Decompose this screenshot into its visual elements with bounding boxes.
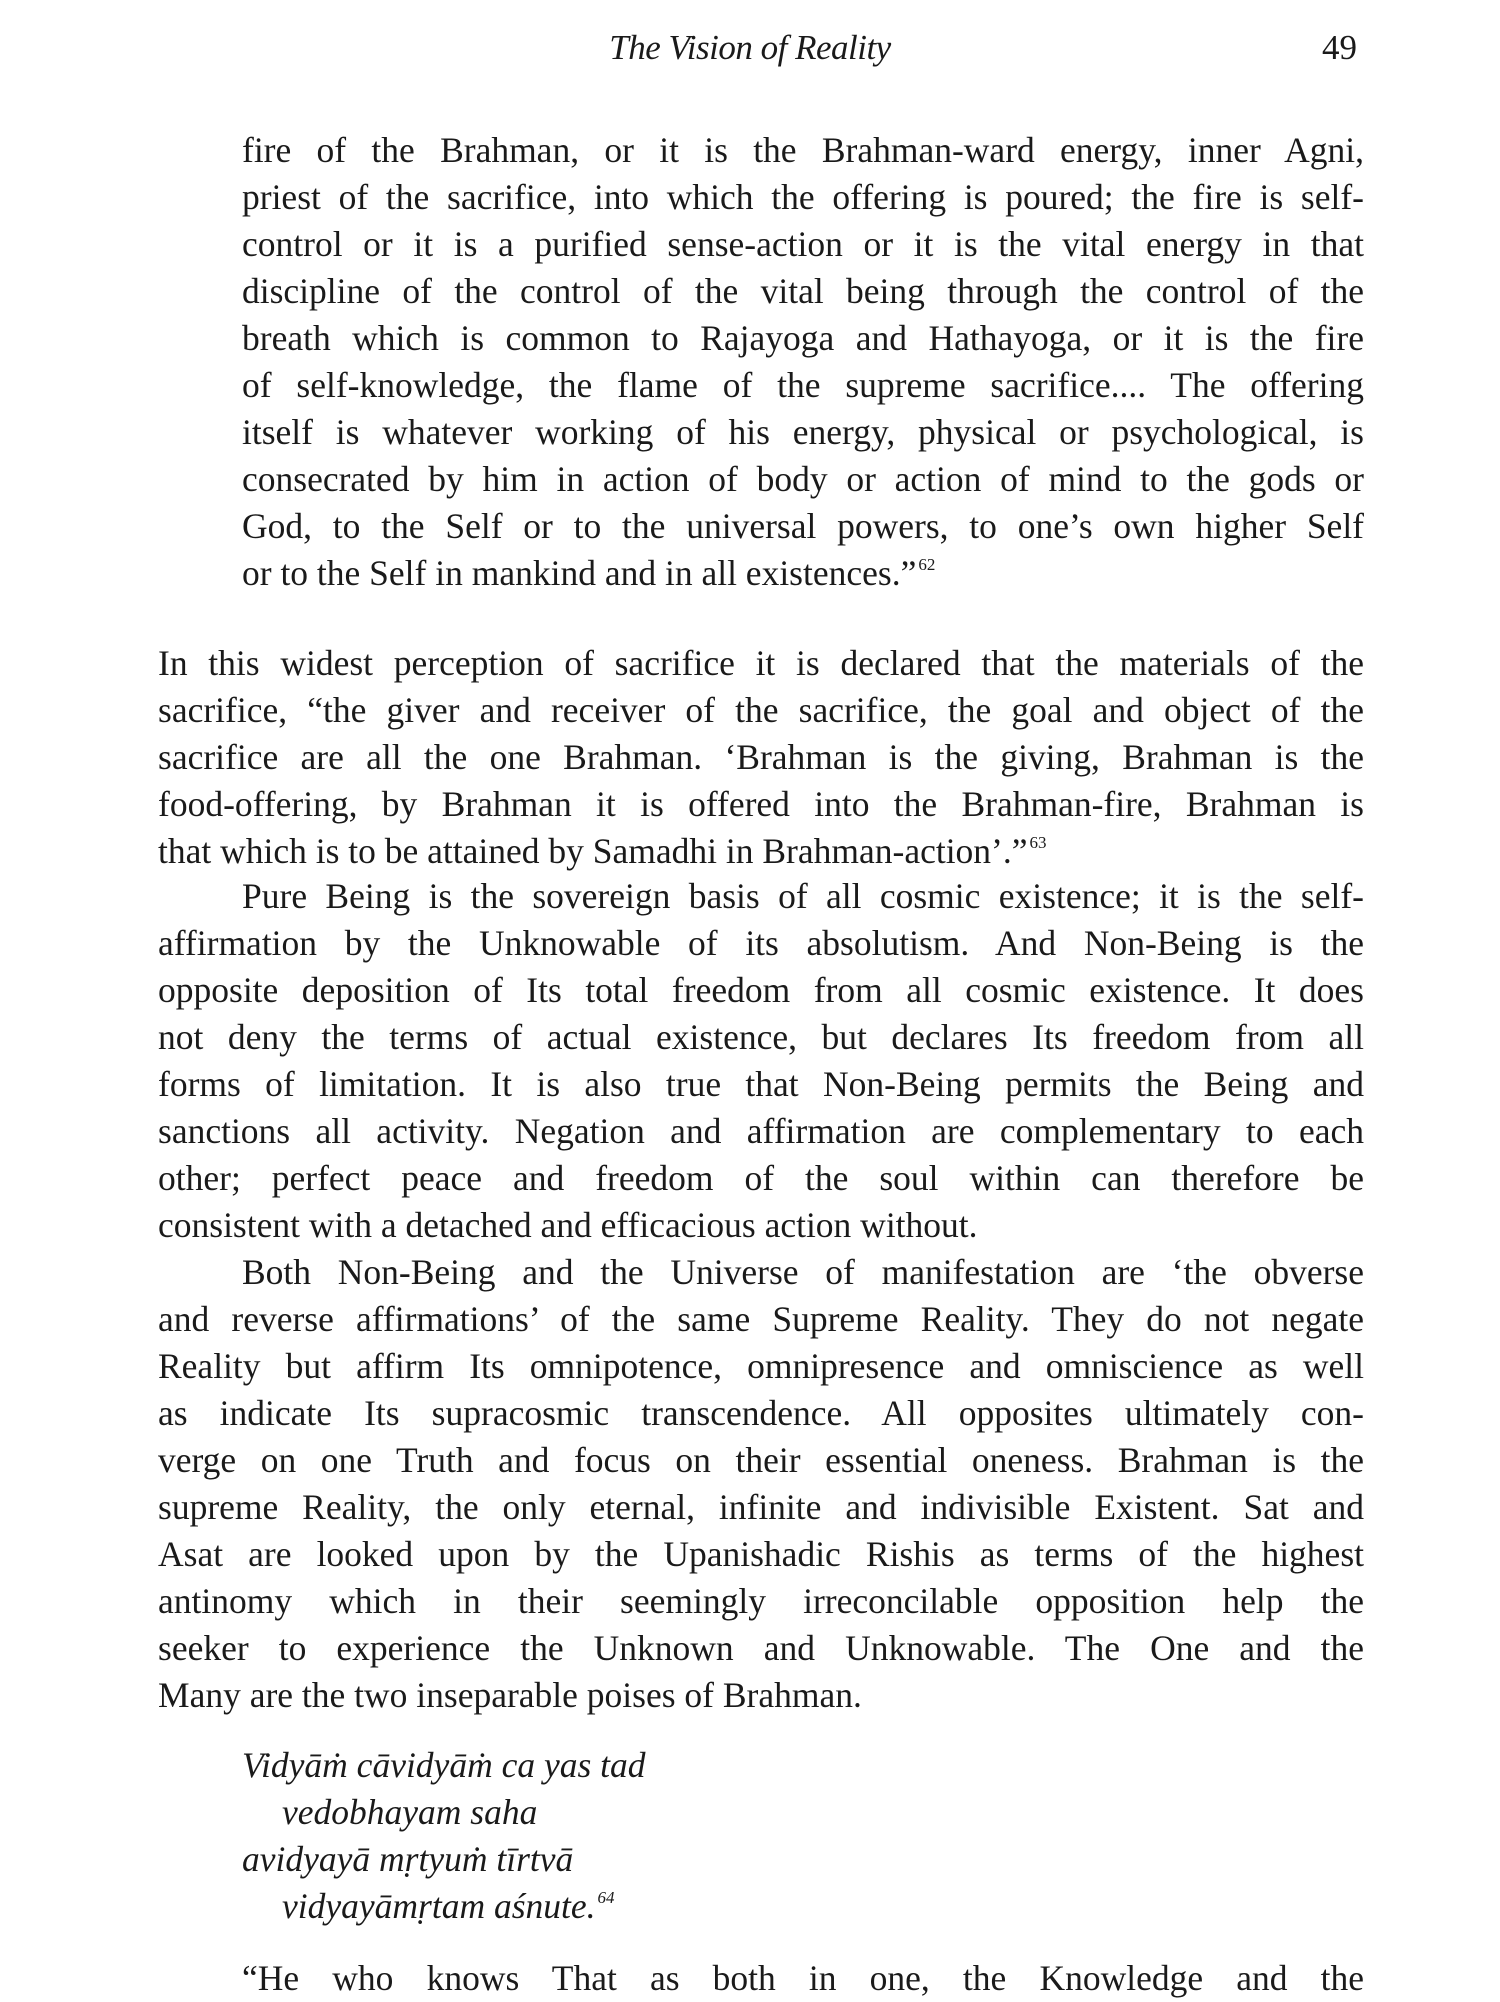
line-text: forms of limitation. It is also true that Non-Being permits the Being and	[158, 1064, 1364, 1104]
line-text: vidyayāmṛtam aśnute.	[282, 1886, 596, 1926]
text-line	[158, 1296, 1364, 1343]
line-text: and reverse affirmations’ of the same Supreme Reality. They do not negate	[158, 1299, 1364, 1339]
line-text: fire of the Brahman, or it is the Brahman-ward energy, inner Agni,	[242, 130, 1364, 170]
text-line	[158, 1155, 1364, 1202]
text-line	[242, 550, 1364, 597]
text-line	[158, 1390, 1364, 1437]
line-text: opposite deposition of Its total freedom from all cosmic existence. It does	[158, 970, 1364, 1010]
footnote-reference[interactable]: 64	[597, 1888, 615, 1907]
line-text: other; perfect peace and freedom of the soul within can therefore be	[158, 1158, 1364, 1198]
text-line	[158, 1578, 1364, 1625]
text-line	[158, 734, 1364, 781]
line-text: as indicate Its supracosmic transcendence. All opposites ultimately con-	[158, 1393, 1364, 1433]
text-line	[242, 409, 1364, 456]
page-number: 49	[1322, 28, 1357, 67]
line-text: that which is to be attained by Samadhi in Brahman-action’.”	[158, 831, 1028, 871]
text-line	[242, 127, 1364, 174]
text-line	[242, 268, 1364, 315]
line-text: food-offering, by Brahman it is offered into the Brahman-fire, Brahman is	[158, 784, 1364, 824]
line-text: breath which is common to Rajayoga and Hathayoga, or it is the fire	[242, 318, 1364, 358]
text-line	[242, 1789, 1142, 1836]
block-quote	[242, 127, 1364, 597]
text-line	[158, 1343, 1364, 1390]
text-line	[158, 1108, 1364, 1155]
text-line	[158, 1625, 1364, 1672]
line-text: supreme Reality, the only eternal, infinite and indivisible Existent. Sat and	[158, 1487, 1364, 1527]
text-line	[158, 1484, 1364, 1531]
paragraph	[158, 1955, 1364, 2002]
line-text: antinomy which in their seemingly irreconcilable opposition help the	[158, 1581, 1364, 1621]
text-line	[158, 781, 1364, 828]
line-text: In this widest perception of sacrifice it is declared that the materials of the	[158, 643, 1364, 683]
line-text: God, to the Self or to the universal powers, to one’s own higher Self	[242, 506, 1364, 546]
text-line	[158, 1061, 1364, 1108]
paragraph	[158, 640, 1364, 875]
line-text: control or it is a purified sense-action or it is the vital energy in that	[242, 224, 1364, 264]
line-text: discipline of the control of the vital being through the control of the	[242, 271, 1364, 311]
text-line	[242, 1836, 1142, 1883]
text-line	[158, 1202, 1364, 1249]
text-line	[242, 1883, 1142, 1930]
text-line	[242, 221, 1364, 268]
text-line	[242, 174, 1364, 221]
line-text: Both Non-Being and the Universe of manifestation are ‘the obverse	[242, 1252, 1364, 1292]
footnote-reference[interactable]: 63	[1029, 833, 1047, 852]
line-text: itself is whatever working of his energy, physical or psychological, is	[242, 412, 1364, 452]
text-line	[158, 1531, 1364, 1578]
sanskrit-verse	[242, 1742, 1142, 1930]
text-line	[158, 1014, 1364, 1061]
line-text: consistent with a detached and efficacious action without.	[158, 1205, 978, 1245]
line-text: of self-knowledge, the flame of the supreme sacrifice.... The offering	[242, 365, 1364, 405]
text-line	[158, 828, 1364, 875]
text-line	[242, 362, 1364, 409]
line-text: Pure Being is the sovereign basis of all cosmic existence; it is the self-	[242, 876, 1364, 916]
paragraph	[158, 1249, 1364, 1719]
line-text: affirmation by the Unknowable of its absolutism. And Non-Being is the	[158, 923, 1364, 963]
line-text: sacrifice are all the one Brahman. ‘Brahman is the giving, Brahman is the	[158, 737, 1364, 777]
text-line	[242, 1742, 1142, 1789]
running-header-title: The Vision of Reality	[609, 28, 891, 67]
line-text: Many are the two inseparable poises of Brahman.	[158, 1675, 862, 1715]
line-text: “He who knows That as both in one, the Knowledge and the	[242, 1958, 1364, 1998]
line-text: sacrifice, “the giver and receiver of the sacrifice, the goal and object of the	[158, 690, 1364, 730]
line-text: consecrated by him in action of body or action of mind to the gods or	[242, 459, 1364, 499]
footnote-reference[interactable]: 62	[918, 555, 936, 574]
text-line	[158, 1955, 1364, 2002]
line-text: or to the Self in mankind and in all existences.”	[242, 553, 917, 593]
text-line	[158, 640, 1364, 687]
text-line	[158, 1437, 1364, 1484]
text-line	[158, 1672, 1364, 1719]
text-line	[158, 920, 1364, 967]
line-text: vedobhayam saha	[282, 1792, 538, 1832]
text-line	[242, 456, 1364, 503]
line-text: avidyayā mṛtyuṁ tīrtvā	[242, 1839, 574, 1879]
text-line	[158, 687, 1364, 734]
text-line	[242, 315, 1364, 362]
line-text: Asat are looked upon by the Upanishadic Rishis as terms of the highest	[158, 1534, 1364, 1574]
line-text: sanctions all activity. Negation and affirmation are complementary to each	[158, 1111, 1364, 1151]
line-text: Vidyāṁ cāvidyāṁ ca yas tad	[242, 1745, 646, 1785]
line-text: Reality but affirm Its omnipotence, omnipresence and omniscience as well	[158, 1346, 1364, 1386]
text-line	[242, 503, 1364, 550]
line-text: not deny the terms of actual existence, but declares Its freedom from all	[158, 1017, 1364, 1057]
text-line	[158, 967, 1364, 1014]
line-text: priest of the sacrifice, into which the offering is poured; the fire is self-	[242, 177, 1364, 217]
line-text: verge on one Truth and focus on their essential oneness. Brahman is the	[158, 1440, 1364, 1480]
text-line	[158, 873, 1364, 920]
line-text: seeker to experience the Unknown and Unknowable. The One and the	[158, 1628, 1364, 1668]
paragraph	[158, 873, 1364, 1249]
text-line	[158, 1249, 1364, 1296]
